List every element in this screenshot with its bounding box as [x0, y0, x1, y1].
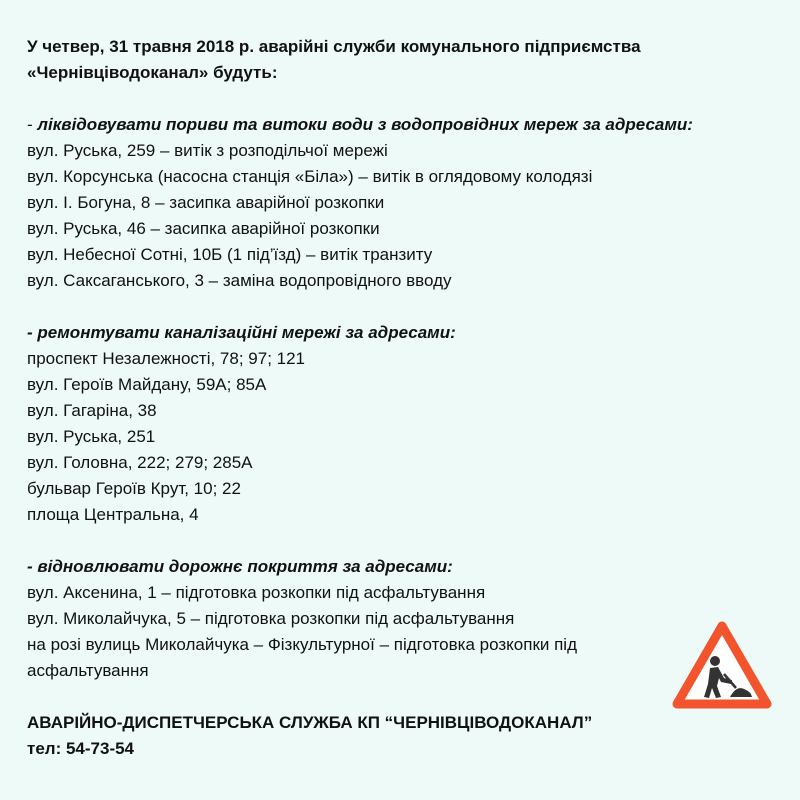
- spacer: [27, 86, 777, 112]
- list-item: проспект Незалежності, 78; 97; 121: [27, 349, 306, 368]
- section-title-sewer: - ремонтувати каналізаційні мережі за адресами:: [27, 323, 456, 342]
- list-item: вул. Руська, 259 – витік з розподільчої мережі: [27, 141, 388, 160]
- section-title-water: - ліквідовувати пориви та витоки води з водопровідних мереж за адресами:: [27, 115, 693, 134]
- intro-line-1: У четвер, 31 травня 2018 р. аварійні служби комунального підприємства: [27, 37, 641, 56]
- list-item: вул. Руська, 251: [27, 427, 156, 446]
- list-item: вул. Аксенина, 1 – підготовка розкопки під асфальтування: [27, 583, 486, 602]
- list-item: вул. Небесної Сотні, 10Б (1 під’їзд) – витік транзиту: [27, 245, 433, 264]
- spacer: [27, 684, 777, 710]
- service-name: АВАРІЙНО-ДИСПЕТЧЕРСЬКА СЛУЖБА КП “ЧЕРНІВЦІВОДОКАНАЛ”: [27, 713, 593, 732]
- list-item: вул. Саксаганського, 3 – заміна водопровідного вводу: [27, 271, 452, 290]
- list-item: вул. Гагаріна, 38: [27, 401, 157, 420]
- list-item: на розі вулиць Миколайчука – Фізкультурної – підготовка розкопки під асфальтування: [27, 635, 578, 680]
- list-item: вул. Миколайчука, 5 – підготовка розкопки під асфальтування: [27, 609, 515, 628]
- list-item: бульвар Героїв Крут, 10; 22: [27, 479, 241, 498]
- announcement: [27, 34, 777, 762]
- phone-number: тел: 54-73-54: [27, 739, 135, 758]
- intro-line-2: «Чернівціводоканал» будуть:: [27, 63, 278, 82]
- road-works-warning-icon: [672, 620, 772, 710]
- spacer: [27, 294, 777, 320]
- list-item: вул. Головна, 222; 279; 285А: [27, 453, 253, 472]
- section-title-road: - відновлювати дорожнє покриття за адресами:: [27, 557, 453, 576]
- list-item: вул. Героїв Майдану, 59А; 85А: [27, 375, 267, 394]
- list-item: вул. І. Богуна, 8 – засипка аварійної розкопки: [27, 193, 385, 212]
- list-item: вул. Руська, 46 – засипка аварійної розкопки: [27, 219, 380, 238]
- list-item: площа Центральна, 4: [27, 505, 199, 524]
- spacer: [27, 528, 777, 554]
- list-item: вул. Корсунська (насосна станція «Біла») – витік в оглядовому колодязі: [27, 167, 593, 186]
